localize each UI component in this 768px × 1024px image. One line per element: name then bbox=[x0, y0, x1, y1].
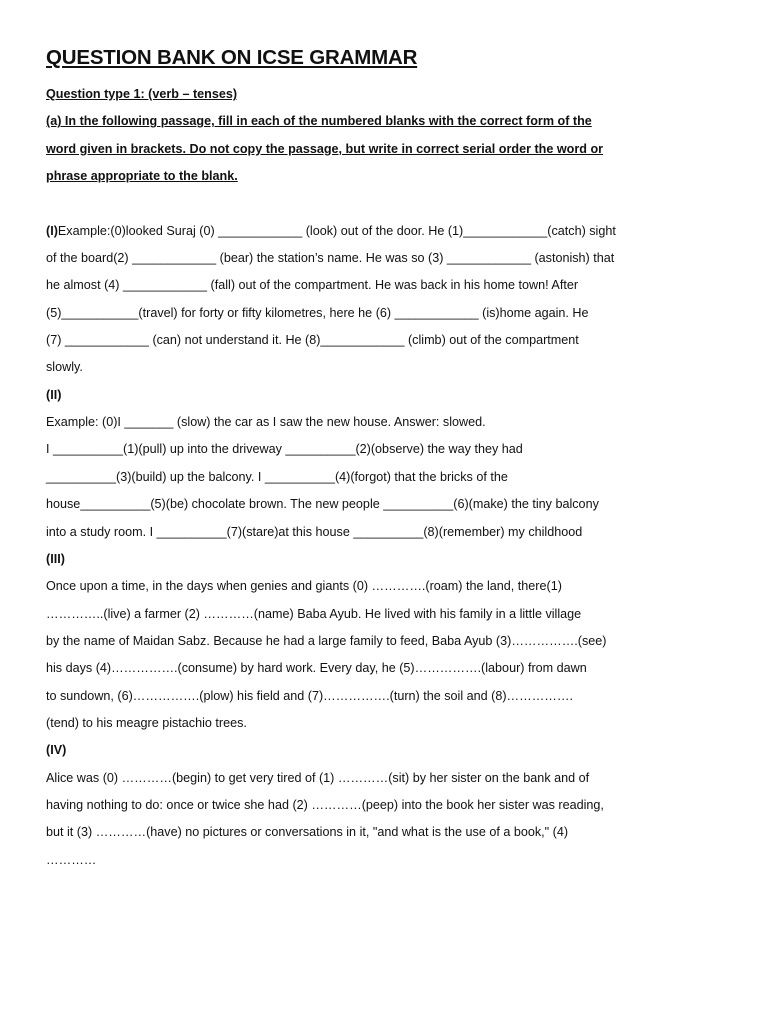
passage-line: having nothing to do: once or twice she had (2) …………(peep) into the book her sister was reading, bbox=[46, 797, 604, 812]
spacer bbox=[46, 190, 726, 217]
passage-line: house__________(5)(be) chocolate brown. The new people __________(6)(make) the tiny balcony bbox=[46, 497, 599, 512]
passage-section-1 bbox=[46, 218, 726, 382]
passage-line: (tend) to his meagre pistachio trees. bbox=[46, 715, 247, 730]
passage-line: (7) ____________ (can) not understand it. He (8)____________ (climb) out of the compartment bbox=[46, 333, 579, 348]
passage-line: I __________(1)(pull) up into the driveway __________(2)(observe) the way they had bbox=[46, 442, 523, 457]
passage-line: (5)___________(travel) for forty or fifty kilometres, here he (6) ____________ (is)home again. He bbox=[46, 305, 589, 320]
passage-line: …………..(live) a farmer (2) …………(name) Baba Ayub. He lived with his family in a little village bbox=[46, 606, 582, 621]
passage-line: Example: (0)I _______ (slow) the car as I saw the new house. Answer: slowed. bbox=[46, 415, 486, 430]
section-label: (III) bbox=[46, 551, 65, 566]
passage-line: he almost (4) ____________ (fall) out of the compartment. He was back in his home town! After bbox=[46, 278, 579, 293]
instruction-block bbox=[46, 108, 726, 190]
section-label: (IV) bbox=[46, 743, 67, 758]
passage-line: by the name of Maidan Sabz. Because he had a large family to feed, Baba Ayub (3)…………….(see) bbox=[46, 633, 607, 648]
passage-line: of the board(2) ____________ (bear) the station’s name. He was so (3) ____________ (astonish) that bbox=[46, 251, 615, 266]
passage-line: but it (3) …………(have) no pictures or conversations in it, "and what is the use of a book," (4) bbox=[46, 825, 569, 840]
passage-line bbox=[46, 218, 726, 245]
question-type-heading: Question type 1: (verb – tenses) bbox=[46, 87, 238, 101]
passage-section-3 bbox=[46, 546, 726, 737]
passage-line: slowly. bbox=[46, 360, 83, 375]
passage-line: his days (4)…………….(consume) by hard work. Every day, he (5)…………….(labour) from dawn bbox=[46, 661, 587, 676]
instruction-line: word given in brackets. Do not copy the passage, but write in correct serial order the word or bbox=[46, 141, 604, 156]
passage-line: to sundown, (6)…………….(plow) his field and (7)…………….(turn) the soil and (8)……………. bbox=[46, 688, 573, 703]
section-label: (I) bbox=[46, 223, 58, 238]
passage-text: Example:(0)looked Suraj (0) ____________ (look) out of the door. He (1)____________(catch) sight bbox=[57, 223, 616, 238]
passage-line: Alice was (0) …………(begin) to get very tired of (1) …………(sit) by her sister on the bank and of bbox=[46, 770, 590, 785]
document-page bbox=[46, 44, 726, 874]
section-label: (II) bbox=[46, 387, 62, 402]
instruction-line: (a) In the following passage, fill in each of the numbered blanks with the correct form of the bbox=[46, 114, 592, 129]
passage-section-2 bbox=[46, 382, 726, 546]
passage-line: into a study room. I __________(7)(stare)at this house __________(8)(remember) my childhood bbox=[46, 524, 583, 539]
passage-line: __________(3)(build) up the balcony. I __________(4)(forgot) that the bricks of the bbox=[46, 469, 508, 484]
passage-line: Once upon a time, in the days when genies and giants (0) ………….(roam) the land, there(1) bbox=[46, 579, 562, 594]
passage-line: ………… bbox=[46, 852, 97, 867]
passage-section-4 bbox=[46, 737, 726, 874]
instruction-line: phrase appropriate to the blank. bbox=[46, 169, 238, 184]
page-title: QUESTION BANK ON ICSE GRAMMAR bbox=[46, 46, 418, 69]
